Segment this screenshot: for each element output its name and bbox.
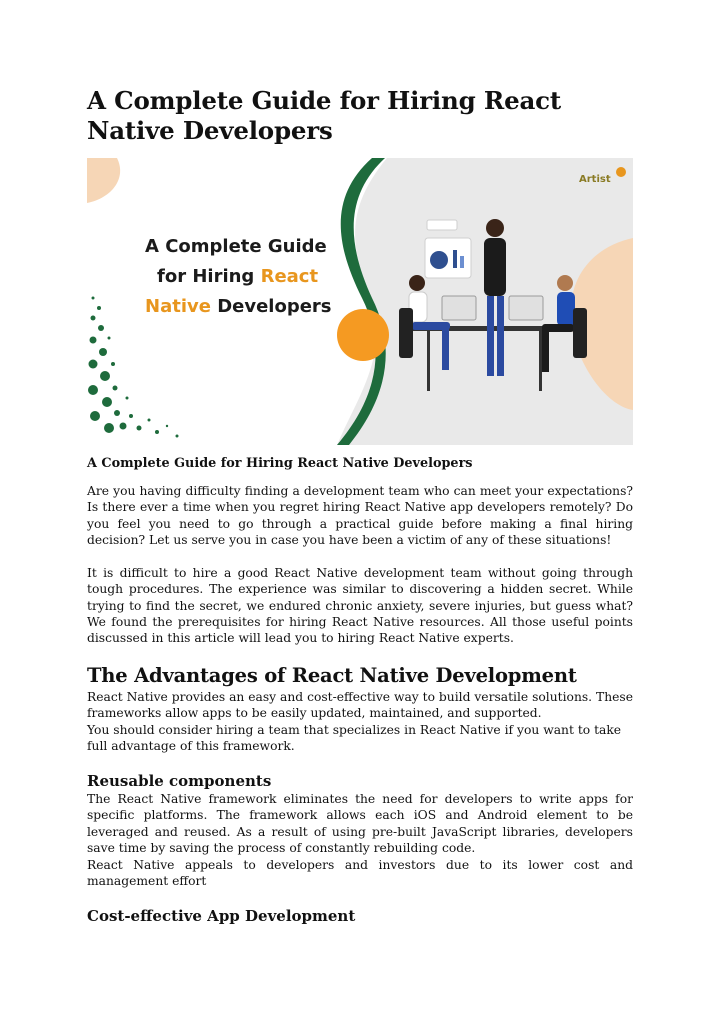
- hero-line-1: A Complete Guide: [145, 236, 327, 257]
- hero-line-3: Native Developers: [145, 296, 332, 317]
- hero-image: [87, 158, 633, 445]
- intro-paragraph-2: It is difficult to hire a good React Native development team without going through tough procedures. The experience was similar to discovering a hidden secret. While trying to find the secret, we endured chronic anxiety, severe injuries, but guess what? We found the prerequisites for hiring React Native resources. All those useful points discussed in this article will lead you to hiring React Native experts.: [87, 566, 633, 646]
- image-caption: A Complete Guide for Hiring React Native Developers: [87, 456, 473, 471]
- advantages-paragraph-1: React Native provides an easy and cost-effective way to build versatile solutions. These frameworks allow apps to be easily updated, maintained, and supported.: [87, 690, 633, 721]
- hero-illustration: [87, 158, 633, 445]
- page-title: A Complete Guide for Hiring React Native Developers: [87, 86, 561, 145]
- hero-line-2: for Hiring React: [157, 266, 319, 287]
- section-heading-advantages: The Advantages of React Native Development: [87, 664, 577, 687]
- brand-logo: Artist: [579, 174, 611, 185]
- section-heading-reusable: Reusable components: [87, 772, 272, 790]
- intro-paragraph-1: Are you having difficulty finding a development team who can meet your expectations? Is there ever a time when you regret hiring React Native app developers remotely? Do you feel you need to go through a practical guide before making a final hiring decision? Let us serve you in case you have been a victim of any of these situations!: [87, 484, 633, 547]
- section-heading-cost: Cost-effective App Development: [87, 907, 356, 925]
- advantages-paragraph-2: You should consider hiring a team that specializes in React Native if you want to take full advantage of this framework.: [87, 723, 622, 754]
- dot-pattern: [88, 297, 179, 438]
- reusable-paragraph-1: The React Native framework eliminates the need for developers to write apps for specific platforms. The framework allows each iOS and Android element to be leveraged and reused. As a result of using pre-built JavaScript libraries, developers save time by saving the process of constantly rebuilding code.: [87, 792, 633, 855]
- reusable-paragraph-2: React Native appeals to developers and investors due to its lower cost and management effort: [87, 858, 633, 889]
